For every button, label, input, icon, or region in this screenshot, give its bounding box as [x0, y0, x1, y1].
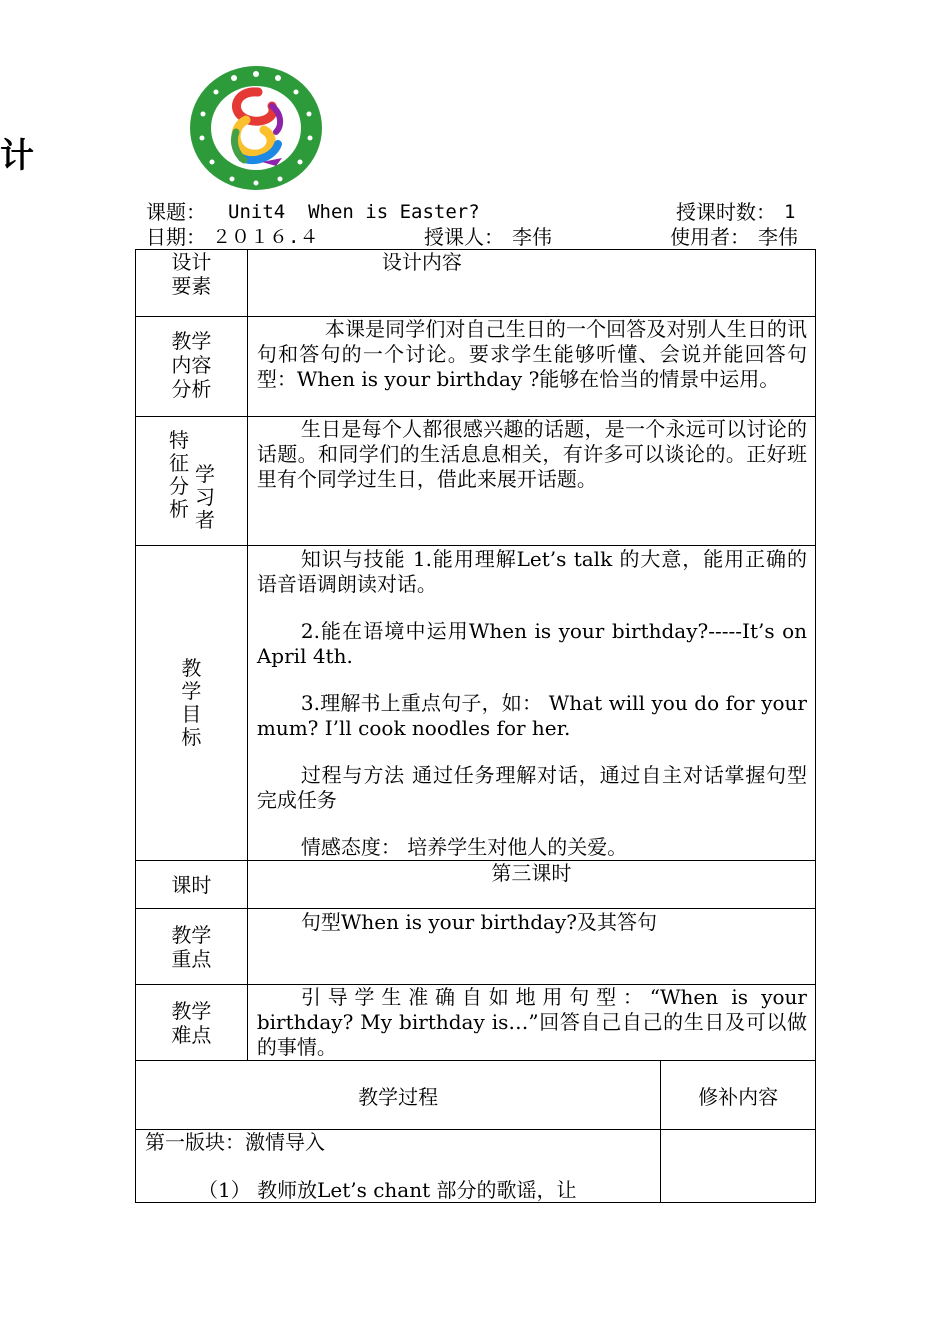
- teacher-value: 李伟: [512, 225, 552, 249]
- hours-label: 授课时数：: [676, 200, 776, 224]
- teacher-label: 授课人：: [424, 225, 504, 249]
- user-label: 使用者：: [670, 225, 750, 249]
- table-head-row: [136, 250, 816, 317]
- difficulties-label: 教学难点: [171, 998, 212, 1047]
- objectives-label: 教学目标: [181, 656, 202, 749]
- objective-emotion: 情感态度： 培养学生对他人的关爱。: [300, 835, 628, 859]
- process-head: 教学过程: [358, 1084, 439, 1109]
- content-analysis-label: 教学内容分析: [171, 329, 212, 401]
- content-analysis-text: 本课是同学们对自己生日的一个回答及对别人生日的讯句和答句的一个讨论。要求学生能够听懂、会说并能回答句型：When is your birthday ?能够在恰当的情景中运用。: [256, 317, 807, 391]
- objective-process: 过程与方法 通过任务理解对话，通过自主对话掌握句型完成任务: [256, 763, 807, 812]
- difficulties-text: 引导学生准确自如地用句型：“When is your birthday? My birthday is…”回答自己自己的生日及可以做的事情。: [256, 985, 807, 1059]
- date-value: ２０１６.４: [212, 226, 319, 248]
- objective-2: 2.能在语境中运用When is your birthday?-----It’s on April 4th.: [256, 619, 807, 668]
- process-body-row: [136, 1130, 816, 1203]
- learner-analysis-row: [136, 417, 816, 546]
- key-points-text: 句型When is your birthday?及其答句: [300, 910, 657, 934]
- revision-head: 修补内容: [698, 1084, 779, 1109]
- period-row: [136, 861, 816, 909]
- design-content-head: 设计内容: [381, 250, 462, 274]
- hours-value: 1: [784, 201, 796, 223]
- revision-cell: [661, 1130, 816, 1203]
- objective-knowledge: 知识与技能 1.能用理解Let’s talk 的大意，能用正确的语音语调朗读对话。: [256, 547, 807, 596]
- topic-label: 课题：: [146, 200, 206, 224]
- objective-3: 3.理解书上重点句子，如： What will you do for your mum? I’ll cook noodles for her.: [256, 691, 807, 740]
- key-points-row: [136, 909, 816, 985]
- title-fragment: 计: [0, 136, 34, 176]
- date-label: 日期：: [146, 225, 206, 249]
- process-table: [135, 1060, 816, 1203]
- period-text: 第三课时: [491, 861, 572, 885]
- school-logo: [186, 62, 326, 194]
- learner-analysis-text: 生日是每个人都很感兴趣的话题，是一个永远可以讨论的话题。和同学们的生活息息相关，有许多可以谈论的。正好班里有个同学过生日，借此来展开话题。: [256, 417, 807, 491]
- difficulties-row: [136, 985, 816, 1061]
- design-elements-head: 设计要素: [171, 250, 212, 298]
- user-value: 李伟: [758, 225, 798, 249]
- period-label: 课时: [171, 872, 212, 897]
- process-head-row: [136, 1061, 816, 1130]
- content-analysis-row: [136, 317, 816, 417]
- key-points-label: 教学重点: [171, 922, 212, 971]
- design-table: [135, 249, 816, 1061]
- topic-value: Unit4 When is Easter?: [228, 201, 480, 223]
- block1-item: （1） 教师放Let’s chant 部分的歌谣，让: [198, 1178, 577, 1202]
- learner-feature-label: 特征分析: [169, 428, 189, 521]
- objectives-row: [136, 546, 816, 861]
- block1-title: 第一版块：激情导入: [145, 1130, 325, 1154]
- learner-label: 学习者: [195, 462, 215, 532]
